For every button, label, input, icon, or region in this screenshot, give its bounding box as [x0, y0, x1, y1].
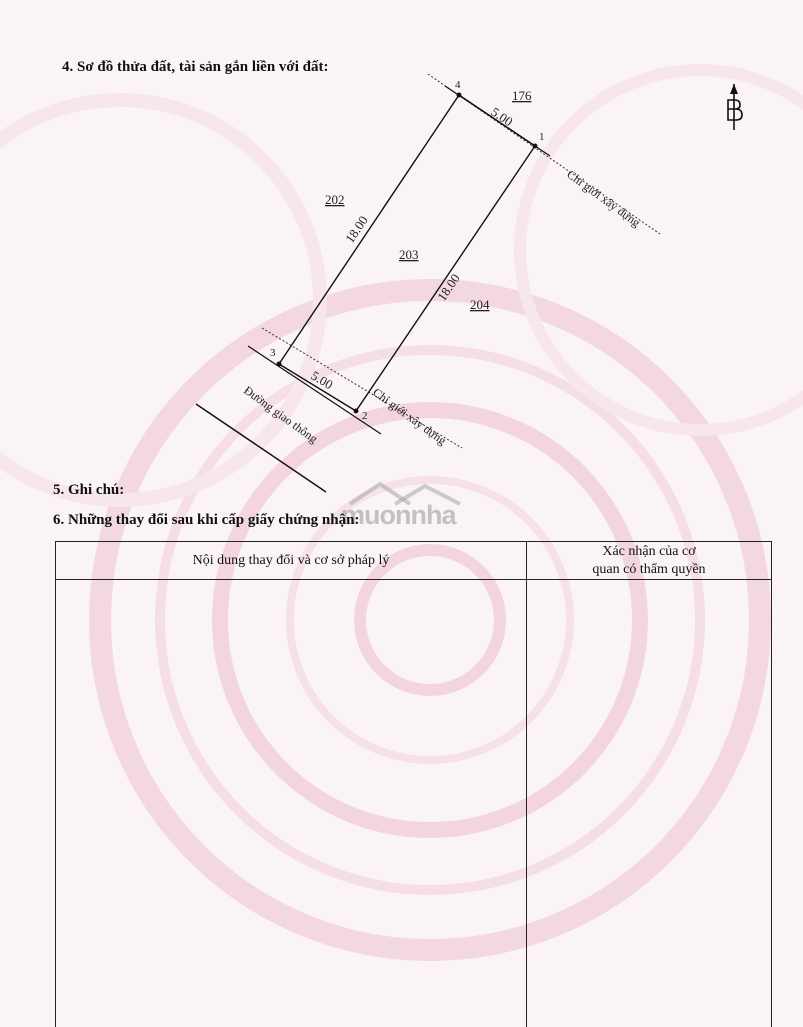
section-5-heading: 5. Ghi chú:: [53, 482, 124, 499]
edge-length-right: 18.00: [434, 271, 463, 304]
point-label-4: 4: [455, 79, 461, 91]
table-row: [56, 580, 772, 1027]
point-label-1: 1: [539, 131, 545, 143]
edge-length-top: 5.00: [488, 104, 515, 129]
watermark-text: muonnha: [341, 500, 456, 531]
parcel-number-203: 203: [399, 247, 419, 262]
changes-table: [55, 541, 772, 1027]
vertex-2: [354, 409, 359, 414]
cell-change-content: [56, 580, 527, 1027]
section-6-heading: 6. Những thay đổi sau khi cấp giấy chứng nhận:: [53, 512, 359, 529]
parcel-number-176: 176: [512, 88, 532, 103]
parcel-number-204: 204: [470, 297, 490, 312]
table-header-row: [56, 542, 772, 580]
point-label-2: 2: [362, 410, 368, 422]
setback-label-bottom: Chỉ giới xây dựng: [370, 385, 449, 448]
header-authority-confirmation: [527, 542, 772, 580]
header-change-content: Nội dung thay đổi và cơ sở pháp lý: [56, 542, 527, 580]
vertex-3: [277, 362, 282, 367]
road-line: [196, 404, 326, 492]
vertex-1: [533, 144, 538, 149]
cell-authority-confirmation: [527, 580, 772, 1027]
road-label: Đường giao thông: [241, 383, 320, 446]
north-arrow-icon: [722, 82, 746, 132]
setback-label-top: Chỉ giới xây dựng: [564, 167, 643, 230]
watermark: [335, 478, 470, 538]
point-label-3: 3: [270, 347, 276, 359]
header-authority-line1: Xác nhận của cơ: [602, 544, 695, 559]
header-authority-line2: quan có thẩm quyền: [592, 562, 705, 577]
section-4-heading: 4. Sơ đồ thửa đất, tài sản gắn liền với đất:: [62, 59, 329, 76]
edge-length-left: 18.00: [342, 213, 371, 246]
vertex-4: [457, 93, 462, 98]
edge-length-bottom: 5.00: [308, 368, 335, 393]
parcel-number-202: 202: [325, 192, 345, 207]
